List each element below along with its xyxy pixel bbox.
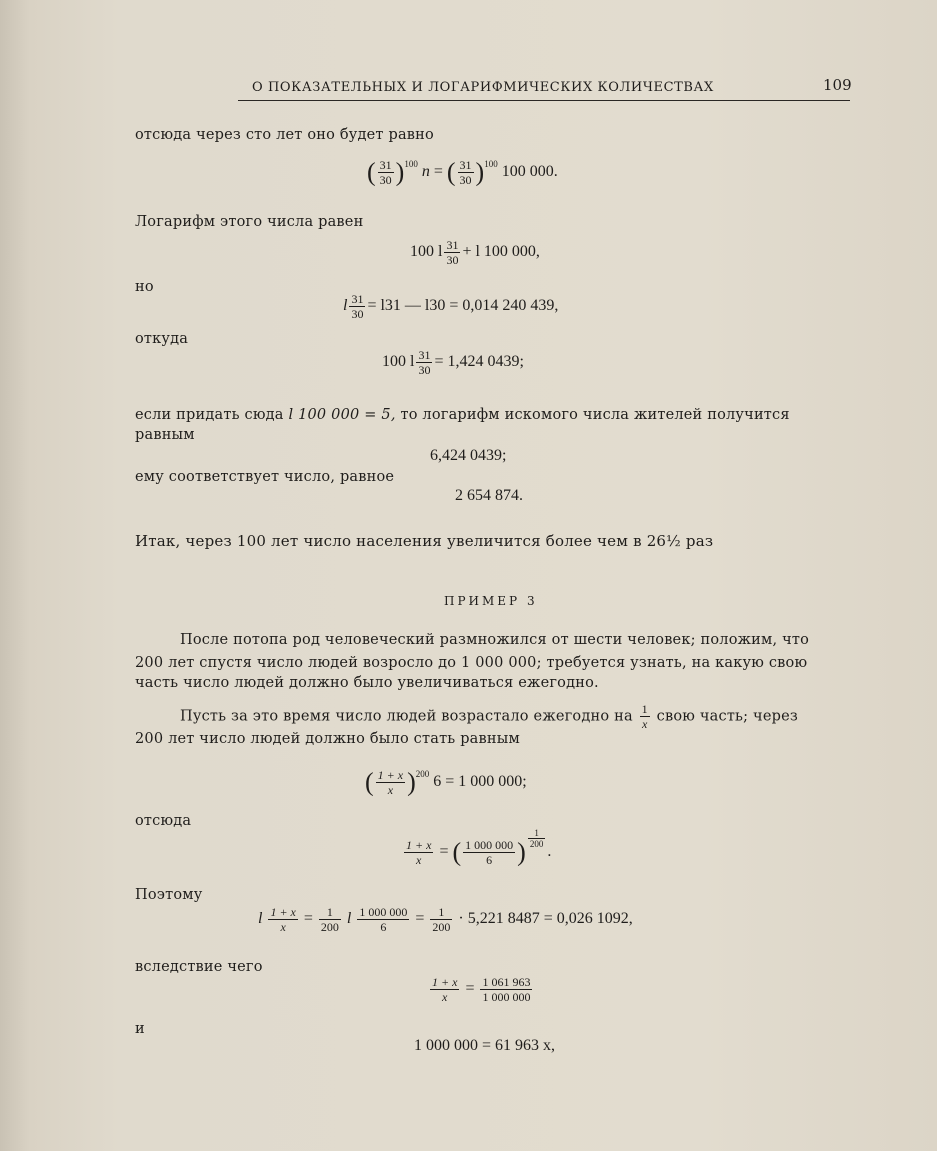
- paragraph-12: вследствие чего: [135, 959, 263, 975]
- paragraph-5-cont: равным: [135, 427, 195, 443]
- value-6424: 6,424 0439;: [430, 447, 507, 464]
- paragraph-8-line-3: часть число людей должно было увеличиваться ежегодно.: [135, 675, 599, 691]
- paragraph-7: Итак, через 100 лет число населения увеличится более чем в 26½ раз: [135, 532, 714, 550]
- formula-4: 100 l $\frac{31}{30}$ = 1,424 0439;: [382, 348, 524, 377]
- formula-3: l $\frac{31}{30}$ = l31 — l30 = 0,014 240 439,: [343, 292, 559, 321]
- paragraph-9-cont: 200 лет число людей должно было стать равным: [135, 731, 520, 747]
- formula-2: 100 l $\frac{31}{30}$ + l 100 000,: [410, 238, 540, 267]
- paragraph-4: откуда: [135, 331, 189, 347]
- formula-8: $\frac{1 + x}{x}$ = $\frac{1 061 963}{1 000 000}$: [432, 975, 531, 1004]
- formula-1: ( $\frac{31}{30}$ )$^{100}$ n = ( $\frac{31}{30}$ )$^{100}$ 100 000.: [367, 157, 558, 187]
- paragraph-8: После потопа род человеческий размножился от шести человек; положим, что: [180, 632, 810, 648]
- paragraph-3: но: [135, 279, 154, 295]
- paragraph-6: ему соответствует число, равное: [135, 469, 395, 485]
- paragraph-5: если придать сюда l 100 000 = 5, то логарифм искомого числа жителей получится: [135, 407, 790, 423]
- value-2654874: 2 654 874.: [455, 487, 523, 504]
- paragraph-13: и: [135, 1021, 145, 1037]
- section-heading: ПРИМЕР 3: [444, 594, 538, 608]
- paragraph-11: Поэтому: [135, 887, 203, 903]
- paragraph-8-line-2: 200 лет спустя число людей возросло до 1 000 000; требуется узнать, на какую свою: [135, 655, 808, 671]
- paragraph-10: отсюда: [135, 813, 192, 829]
- paragraph-9: Пусть за это время число людей возрастало ежегодно на $\frac{1}{x}$ свою часть; через: [180, 702, 798, 731]
- formula-9: 1 000 000 = 61 963 x,: [414, 1037, 556, 1054]
- formula-7: l $\frac{1 + x}{x}$ = $\frac{1}{200}$ l $\frac{1 000 000}{6}$ = $\frac{1}{200}$ · 5,221 8487 = 0,026 1092,: [258, 905, 633, 934]
- paragraph-1: отсюда через сто лет оно будет равно: [135, 127, 434, 143]
- page-number: 109: [823, 76, 852, 94]
- formula-5: ( $\frac{1 + x}{x}$ )$^{200}$ 6 = 1 000 000;: [365, 767, 527, 797]
- running-header: О ПОКАЗАТЕЛЬНЫХ И ЛОГАРИФМИЧЕСКИХ КОЛИЧЕСТВАХ: [252, 80, 714, 95]
- formula-6: $\frac{1 + x}{x}$ = ( $\frac{1 000 000}{6}$ ) $\frac{1}{200}$ .: [406, 828, 552, 867]
- paragraph-2: Логарифм этого числа равен: [135, 214, 364, 230]
- header-rule: [238, 100, 850, 101]
